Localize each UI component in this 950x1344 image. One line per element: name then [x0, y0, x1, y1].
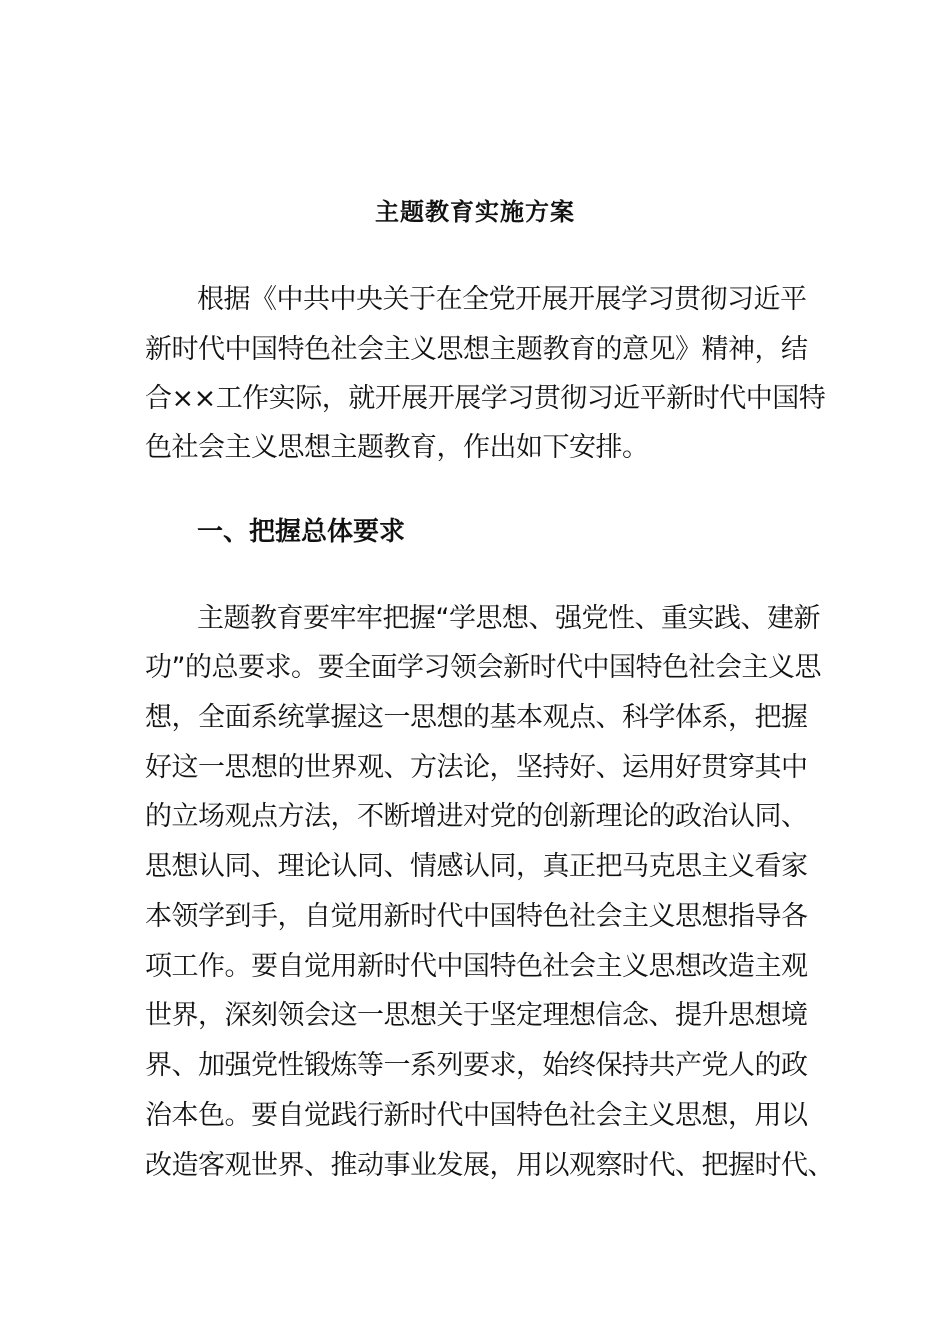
- body-line: 改造客观世界、推动事业发展，用以观察时代、把握时代、: [145, 1150, 834, 1181]
- body-line: 本领学到手，自觉用新时代中国特色社会主义思想指导各: [145, 901, 808, 932]
- body-line: 思想认同、理论认同、情感认同，真正把马克思主义看家: [145, 851, 808, 882]
- body-line: 治本色。要自觉践行新时代中国特色社会主义思想，用以: [145, 1100, 808, 1131]
- intro-line: 色社会主义思想主题教育，作出如下安排。: [145, 432, 649, 463]
- body-line: 功”的总要求。要全面学习领会新时代中国特色社会主义思: [145, 652, 821, 683]
- intro-line: 合××工作实际，就开展开展学习贯彻习近平新时代中国特: [145, 383, 826, 414]
- body-line: 好这一思想的世界观、方法论，坚持好、运用好贯穿其中: [145, 752, 808, 783]
- body-line: 想，全面系统掌握这一思想的基本观点、科学体系，把握: [145, 702, 808, 733]
- section-heading: 一、把握总体要求: [197, 517, 406, 547]
- body-line: 项工作。要自觉用新时代中国特色社会主义思想改造主观: [145, 951, 808, 982]
- intro-line: 根据《中共中央关于在全党开展开展学习贯彻习近平: [197, 284, 807, 315]
- document-title: 主题教育实施方案: [375, 198, 575, 226]
- body-line: 的立场观点方法，不断增进对党的创新理论的政治认同、: [145, 801, 808, 832]
- body-line: 界、加强党性锻炼等一系列要求，始终保持共产党人的政: [145, 1050, 808, 1081]
- intro-line: 新时代中国特色社会主义思想主题教育的意见》精神，结: [145, 334, 808, 365]
- body-line: 世界，深刻领会这一思想关于坚定理想信念、提升思想境: [145, 1000, 808, 1031]
- body-line: 主题教育要牢牢把握“学思想、强党性、重实践、建新: [197, 603, 820, 634]
